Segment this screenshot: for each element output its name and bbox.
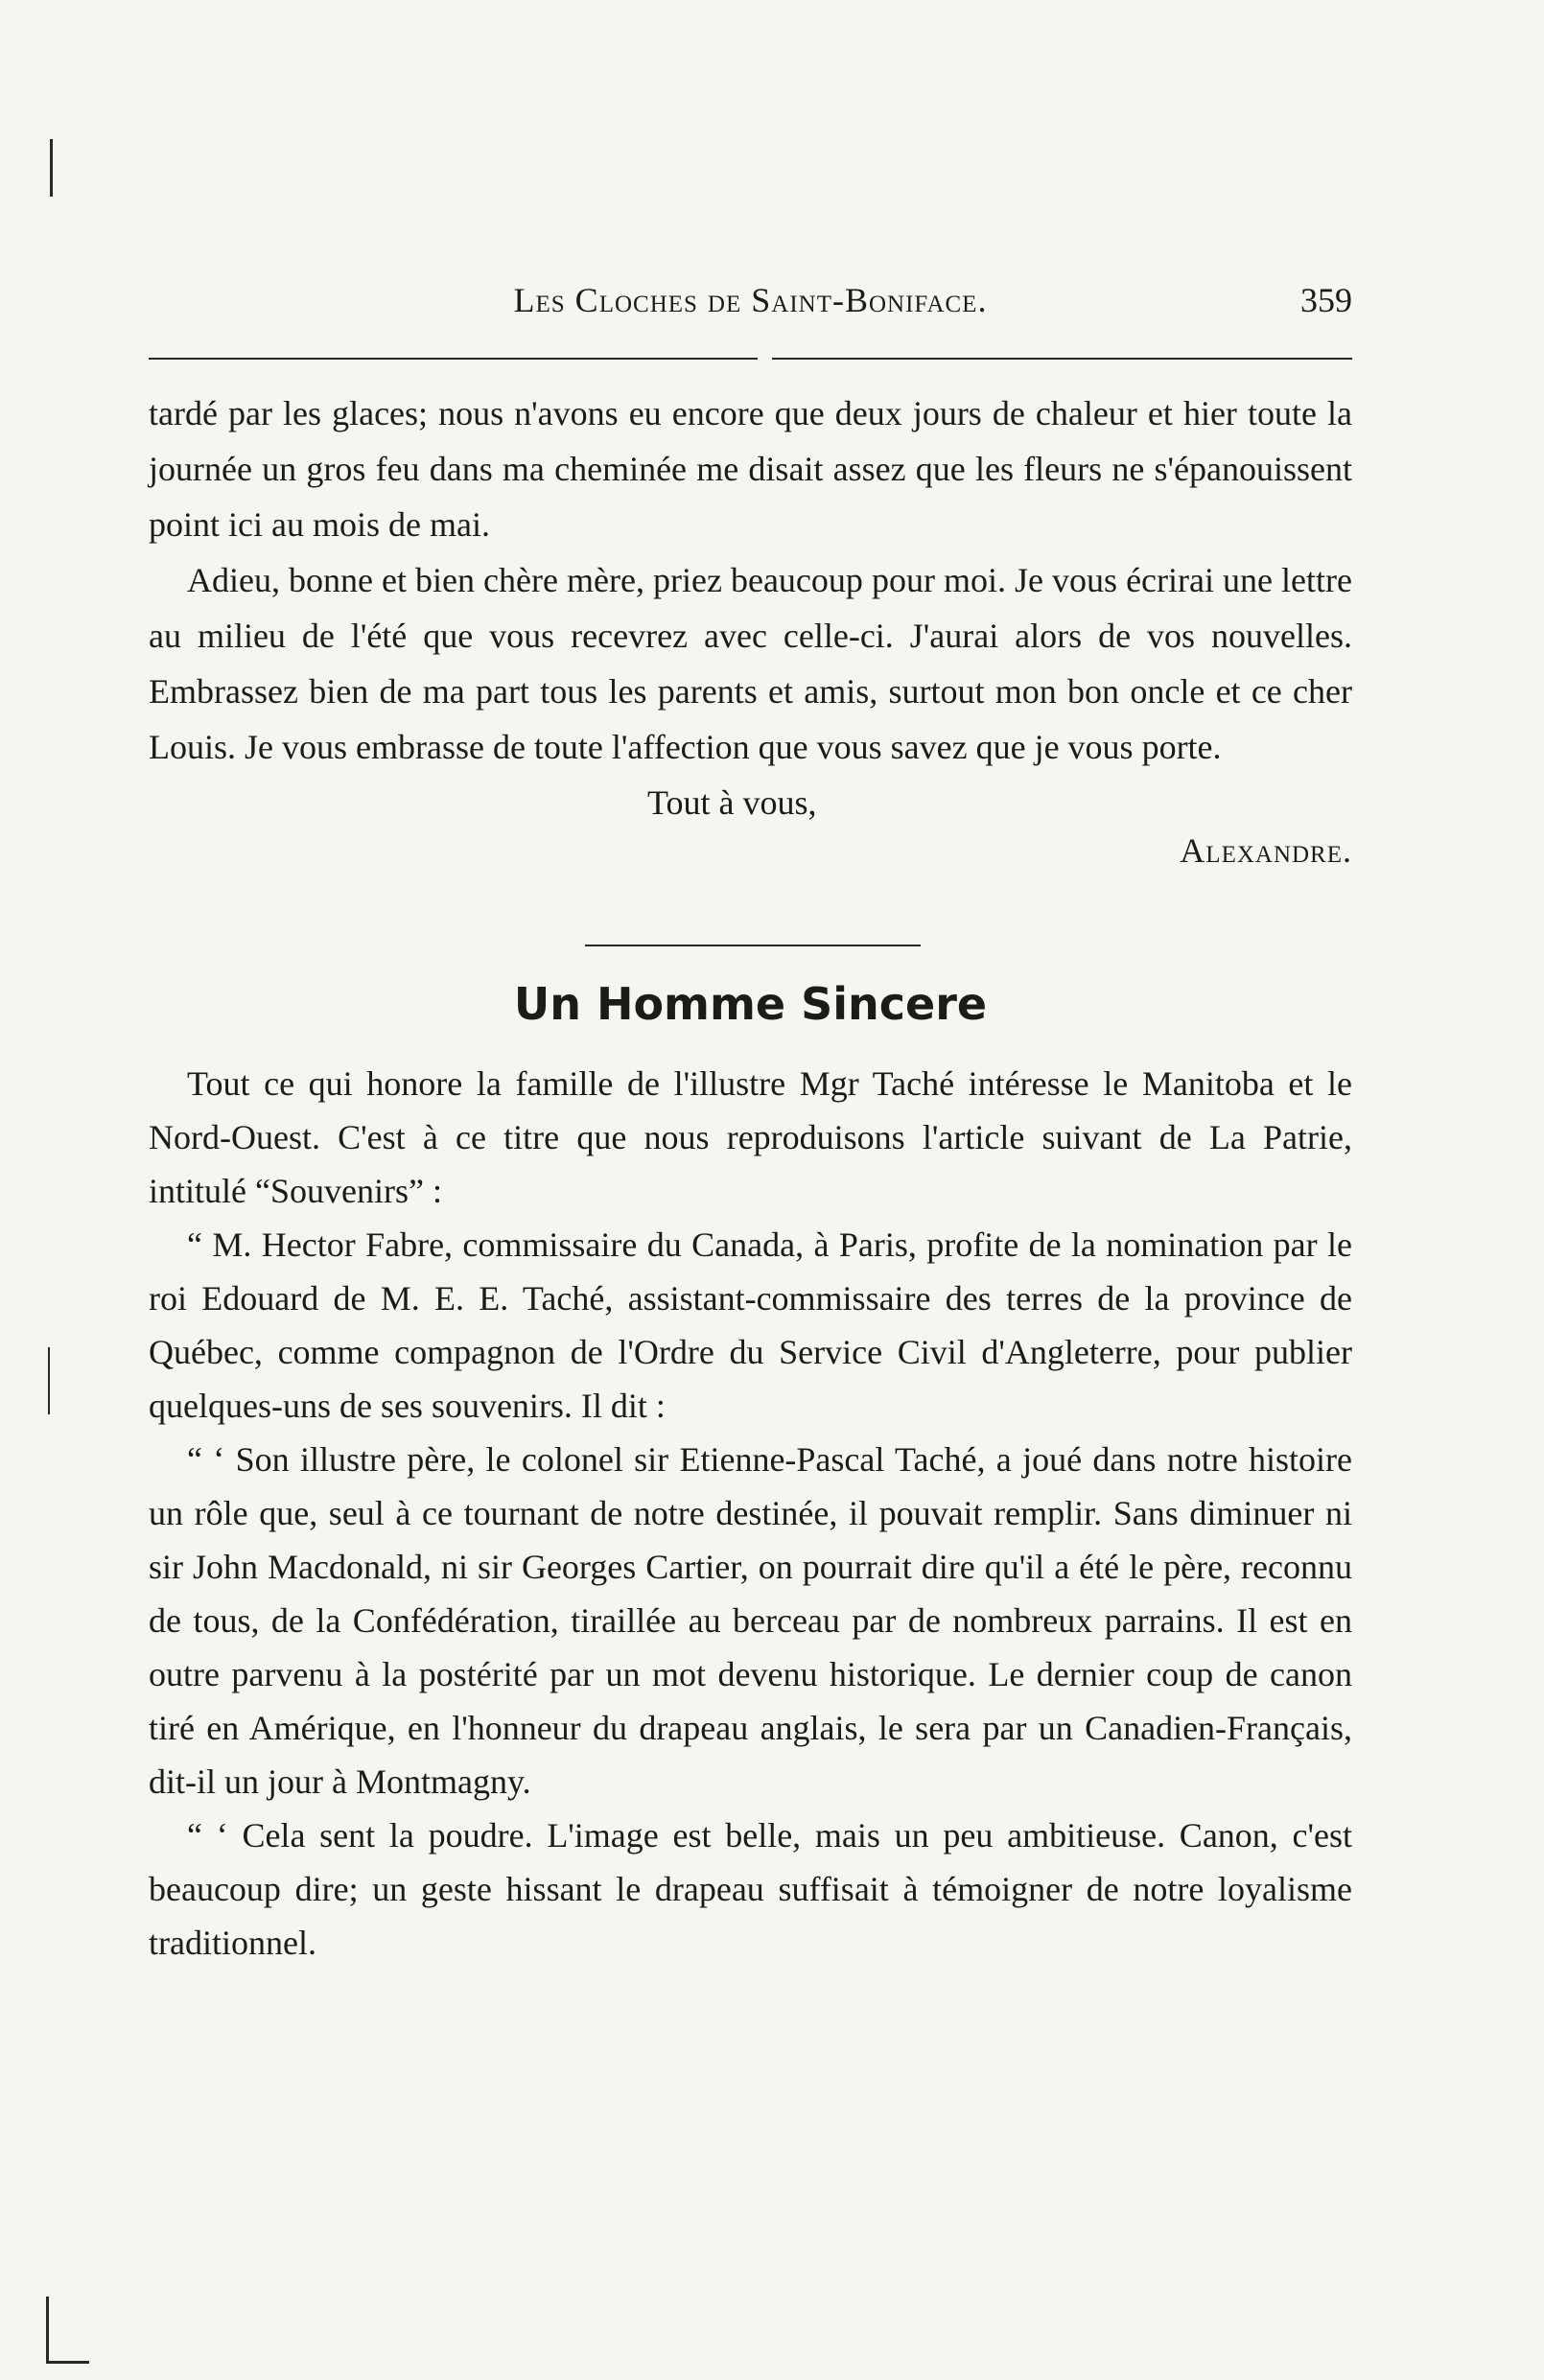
page-number: 359 xyxy=(1300,281,1352,319)
article-paragraph: “ ‘ Son illustre père, le colonel sir Etienne-Pascal Taché, a joué dans notre histoire un rôle que, seul à ce tournant de notre destinée, il pouvait remplir. Sans diminuer ni sir John Macdonald, ni sir Georges Cartier, on pourrait dire qu'il a été le père, reconnu de tous, de la Confédération, tiraillée au berceau par de nombreux parrains. Il est en outre parvenu à la postérité par un mot devenu historique. Le dernier coup de canon tiré en Amérique, en l'honneur du drapeau anglais, le sera par un Canadien-Français, dit-il un jour à Montmagny. xyxy=(149,1440,1352,1801)
scan-corner-mark xyxy=(46,2297,49,2364)
article-body xyxy=(149,1057,1352,1970)
section-separator xyxy=(585,945,921,946)
scan-margin-mark xyxy=(48,1347,50,1414)
scan-margin-mark xyxy=(50,139,53,197)
header-rule-left xyxy=(149,358,758,360)
letter-closing xyxy=(149,775,1352,890)
article-paragraph: “ M. Hector Fabre, commissaire du Canada, à Paris, profite de la nomination par le roi Edouard de M. E. E. Taché, assistant-commissaire des terres de la province de Québec, comme compagnon de l'Ordre du Service Civil d'Angleterre, pour publier quelques-uns de ses souvenirs. Il dit : xyxy=(149,1225,1352,1425)
closing-formula: Tout à vous, xyxy=(647,783,817,822)
running-title: Les Cloches de Saint-Boniface. xyxy=(513,281,988,319)
letter-paragraph: Adieu, bonne et bien chère mère, priez beaucoup pour moi. Je vous écrirai une lettre au milieu de l'été que vous recevrez avec celle-ci. J'aurai alors de vos nouvelles. Embrassez bien de ma part tous les parents et amis, surtout mon bon oncle et ce cher Louis. Je vous embrasse de toute l'affection que vous savez que je vous porte. xyxy=(149,561,1352,766)
article-paragraph: Tout ce qui honore la famille de l'illustre Mgr Taché intéresse le Manitoba et le Nord-Ouest. C'est à ce titre que nous reproduisons l'article suivant de La Patrie, intitulé “Souvenirs” : xyxy=(149,1064,1352,1210)
article-heading: Un Homme Sincere xyxy=(513,978,988,1030)
running-header xyxy=(149,280,1352,328)
article-paragraph: “ ‘ Cela sent la poudre. L'image est belle, mais un peu ambitieuse. Canon, c'est beaucoup dire; un geste hissant le drapeau suffisait à témoigner de notre loyalisme traditionnel. xyxy=(149,1816,1352,1962)
header-rule-right xyxy=(772,358,1352,360)
letter-body xyxy=(149,385,1352,890)
signature: Alexandre. xyxy=(1180,831,1352,870)
letter-paragraph: tardé par les glaces; nous n'avons eu encore que deux jours de chaleur et hier toute la journée un gros feu dans ma cheminée me disait assez que les fleurs ne s'épanouissent point ici au mois de mai. xyxy=(149,394,1352,544)
scan-corner-mark xyxy=(46,2361,89,2364)
